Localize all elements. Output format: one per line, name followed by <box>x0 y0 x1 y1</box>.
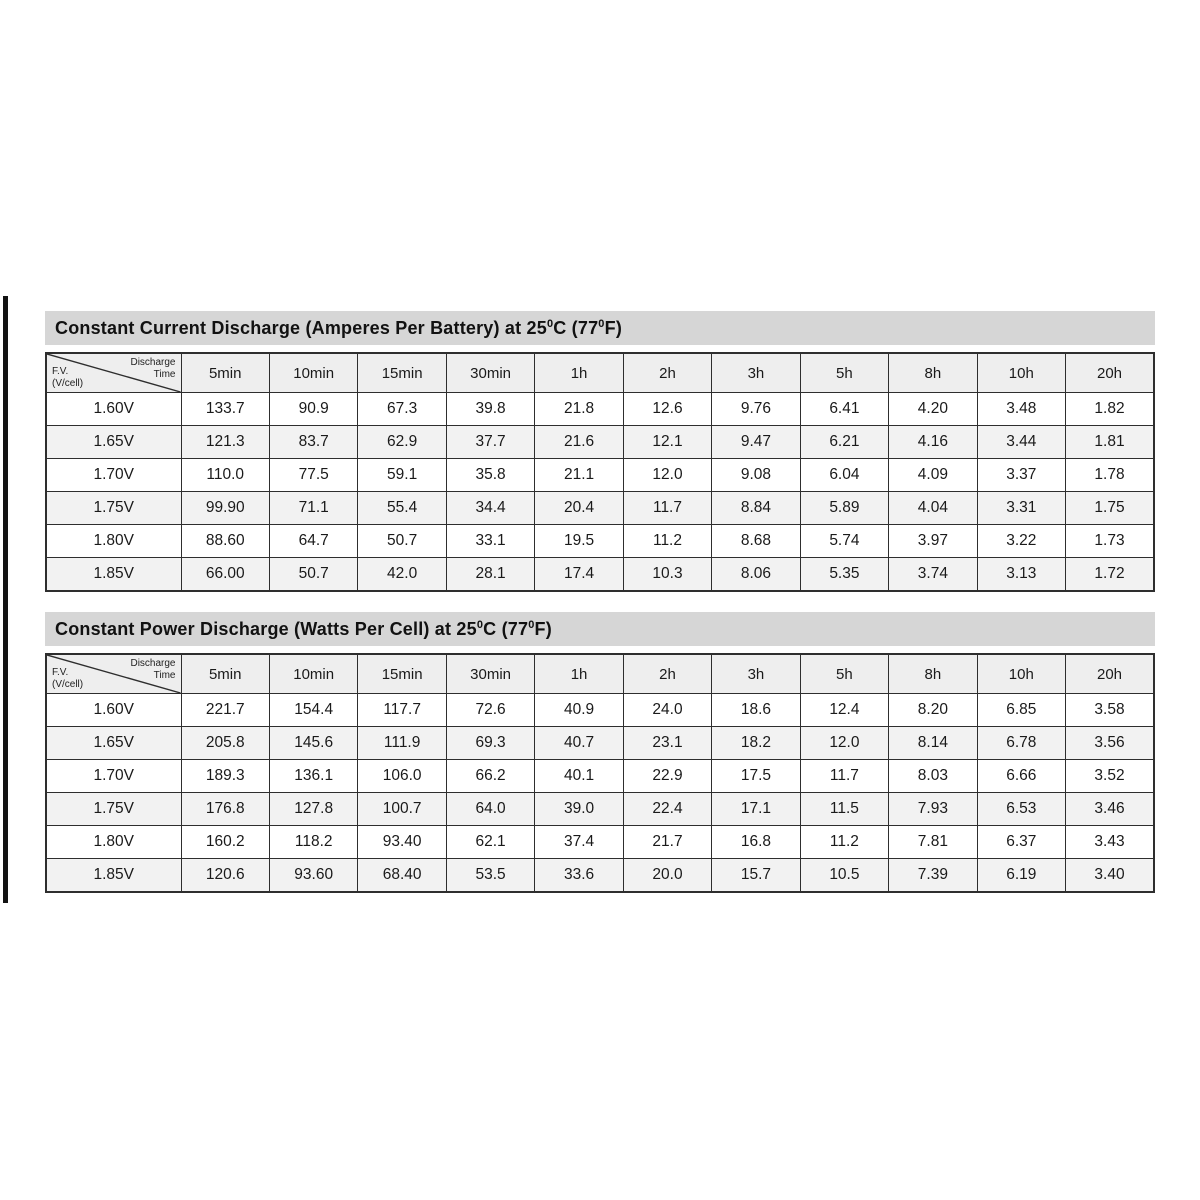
table-section <box>45 612 1155 893</box>
col-header: 1h <box>535 654 623 694</box>
value-cell: 1.72 <box>1066 558 1154 592</box>
col-header: 5h <box>800 654 888 694</box>
row-header: 1.60V <box>46 393 181 426</box>
value-cell: 53.5 <box>446 859 534 893</box>
row-header: 1.75V <box>46 793 181 826</box>
value-cell: 6.37 <box>977 826 1065 859</box>
value-cell: 35.8 <box>446 459 534 492</box>
table-row <box>46 558 1154 592</box>
value-cell: 3.58 <box>1066 694 1154 727</box>
section-title <box>55 318 622 339</box>
value-cell: 21.1 <box>535 459 623 492</box>
table-row <box>46 459 1154 492</box>
value-cell: 8.14 <box>889 727 977 760</box>
value-cell: 33.6 <box>535 859 623 893</box>
value-cell: 100.7 <box>358 793 446 826</box>
value-cell: 69.3 <box>446 727 534 760</box>
title-text: Constant Current Discharge (Amperes Per Battery) at 25 <box>55 317 547 338</box>
value-cell: 21.7 <box>623 826 711 859</box>
value-cell: 6.19 <box>977 859 1065 893</box>
value-cell: 9.76 <box>712 393 800 426</box>
value-cell: 39.8 <box>446 393 534 426</box>
value-cell: 39.0 <box>535 793 623 826</box>
value-cell: 6.41 <box>800 393 888 426</box>
row-header: 1.80V <box>46 826 181 859</box>
value-cell: 1.81 <box>1066 426 1154 459</box>
col-header: 10h <box>977 654 1065 694</box>
value-cell: 59.1 <box>358 459 446 492</box>
col-header: 1h <box>535 353 623 393</box>
value-cell: 110.0 <box>181 459 269 492</box>
value-cell: 10.5 <box>800 859 888 893</box>
title-superscript: 0 <box>598 317 605 330</box>
value-cell: 6.04 <box>800 459 888 492</box>
col-header: 8h <box>889 654 977 694</box>
value-cell: 121.3 <box>181 426 269 459</box>
table-row <box>46 393 1154 426</box>
value-cell: 118.2 <box>269 826 357 859</box>
value-cell: 3.52 <box>1066 760 1154 793</box>
table-section <box>45 311 1155 592</box>
title-text: C (77 <box>553 317 599 338</box>
section-title-bar <box>45 311 1155 345</box>
value-cell: 64.7 <box>269 525 357 558</box>
corner-label-fv <box>52 366 83 389</box>
header-row <box>46 353 1154 393</box>
value-cell: 136.1 <box>269 760 357 793</box>
value-cell: 68.40 <box>358 859 446 893</box>
value-cell: 22.9 <box>623 760 711 793</box>
title-superscript: 0 <box>546 317 554 330</box>
value-cell: 15.7 <box>712 859 800 893</box>
row-header: 1.65V <box>46 426 181 459</box>
value-cell: 18.2 <box>712 727 800 760</box>
value-cell: 106.0 <box>358 760 446 793</box>
col-header: 8h <box>889 353 977 393</box>
value-cell: 3.37 <box>977 459 1065 492</box>
value-cell: 20.4 <box>535 492 623 525</box>
value-cell: 12.4 <box>800 694 888 727</box>
table-row <box>46 525 1154 558</box>
value-cell: 3.31 <box>977 492 1065 525</box>
value-cell: 22.4 <box>623 793 711 826</box>
value-cell: 10.3 <box>623 558 711 592</box>
value-cell: 8.06 <box>712 558 800 592</box>
col-header: 20h <box>1066 353 1154 393</box>
constant-current-discharge-table <box>45 352 1155 592</box>
value-cell: 11.7 <box>623 492 711 525</box>
value-cell: 3.97 <box>889 525 977 558</box>
value-cell: 133.7 <box>181 393 269 426</box>
value-cell: 71.1 <box>269 492 357 525</box>
header-row <box>46 654 1154 694</box>
row-header: 1.70V <box>46 459 181 492</box>
value-cell: 6.85 <box>977 694 1065 727</box>
col-header: 2h <box>623 654 711 694</box>
col-header: 10min <box>269 654 357 694</box>
value-cell: 50.7 <box>269 558 357 592</box>
table-row <box>46 492 1154 525</box>
value-cell: 90.9 <box>269 393 357 426</box>
value-cell: 3.22 <box>977 525 1065 558</box>
value-cell: 17.4 <box>535 558 623 592</box>
value-cell: 6.53 <box>977 793 1065 826</box>
value-cell: 28.1 <box>446 558 534 592</box>
title-text: C (77 <box>483 618 529 639</box>
value-cell: 21.6 <box>535 426 623 459</box>
value-cell: 42.0 <box>358 558 446 592</box>
table-row <box>46 859 1154 893</box>
table-row <box>46 426 1154 459</box>
value-cell: 117.7 <box>358 694 446 727</box>
value-cell: 72.6 <box>446 694 534 727</box>
value-cell: 11.2 <box>623 525 711 558</box>
value-cell: 8.84 <box>712 492 800 525</box>
col-header: 20h <box>1066 654 1154 694</box>
col-header: 15min <box>358 353 446 393</box>
table-row <box>46 694 1154 727</box>
value-cell: 3.46 <box>1066 793 1154 826</box>
col-header: 2h <box>623 353 711 393</box>
value-cell: 55.4 <box>358 492 446 525</box>
value-cell: 99.90 <box>181 492 269 525</box>
value-cell: 40.9 <box>535 694 623 727</box>
value-cell: 6.21 <box>800 426 888 459</box>
value-cell: 19.5 <box>535 525 623 558</box>
value-cell: 21.8 <box>535 393 623 426</box>
value-cell: 37.4 <box>535 826 623 859</box>
value-cell: 3.43 <box>1066 826 1154 859</box>
col-header: 5h <box>800 353 888 393</box>
value-cell: 66.2 <box>446 760 534 793</box>
value-cell: 7.93 <box>889 793 977 826</box>
table-row <box>46 727 1154 760</box>
corner-cell <box>46 353 181 393</box>
corner-cell <box>46 654 181 694</box>
value-cell: 3.48 <box>977 393 1065 426</box>
value-cell: 120.6 <box>181 859 269 893</box>
row-header: 1.85V <box>46 859 181 893</box>
corner-label-line: Time <box>153 368 176 380</box>
value-cell: 111.9 <box>358 727 446 760</box>
value-cell: 221.7 <box>181 694 269 727</box>
row-header: 1.70V <box>46 760 181 793</box>
col-header: 10min <box>269 353 357 393</box>
section-title-bar <box>45 612 1155 646</box>
value-cell: 5.74 <box>800 525 888 558</box>
value-cell: 6.66 <box>977 760 1065 793</box>
value-cell: 1.75 <box>1066 492 1154 525</box>
value-cell: 3.40 <box>1066 859 1154 893</box>
corner-label-line: (V/cell) <box>52 377 84 389</box>
value-cell: 1.73 <box>1066 525 1154 558</box>
col-header: 30min <box>446 654 534 694</box>
col-header: 3h <box>712 353 800 393</box>
title-superscript: 0 <box>528 618 535 631</box>
value-cell: 12.6 <box>623 393 711 426</box>
value-cell: 3.56 <box>1066 727 1154 760</box>
value-cell: 12.0 <box>800 727 888 760</box>
value-cell: 1.78 <box>1066 459 1154 492</box>
corner-label-line: F.V. <box>52 366 69 377</box>
value-cell: 11.7 <box>800 760 888 793</box>
corner-label-line: F.V. <box>52 667 69 678</box>
value-cell: 16.8 <box>712 826 800 859</box>
row-header: 1.85V <box>46 558 181 592</box>
value-cell: 205.8 <box>181 727 269 760</box>
value-cell: 160.2 <box>181 826 269 859</box>
value-cell: 9.47 <box>712 426 800 459</box>
value-cell: 11.2 <box>800 826 888 859</box>
value-cell: 145.6 <box>269 727 357 760</box>
value-cell: 50.7 <box>358 525 446 558</box>
title-superscript: 0 <box>476 618 484 631</box>
value-cell: 7.81 <box>889 826 977 859</box>
content-area <box>45 311 1155 913</box>
value-cell: 7.39 <box>889 859 977 893</box>
value-cell: 9.08 <box>712 459 800 492</box>
col-header: 3h <box>712 654 800 694</box>
value-cell: 33.1 <box>446 525 534 558</box>
value-cell: 64.0 <box>446 793 534 826</box>
col-header: 15min <box>358 654 446 694</box>
value-cell: 40.1 <box>535 760 623 793</box>
corner-label-discharge-time <box>130 658 175 681</box>
value-cell: 154.4 <box>269 694 357 727</box>
value-cell: 20.0 <box>623 859 711 893</box>
value-cell: 37.7 <box>446 426 534 459</box>
col-header: 30min <box>446 353 534 393</box>
left-edge-bar <box>3 296 8 903</box>
col-header: 10h <box>977 353 1065 393</box>
row-header: 1.80V <box>46 525 181 558</box>
value-cell: 5.35 <box>800 558 888 592</box>
value-cell: 8.68 <box>712 525 800 558</box>
value-cell: 127.8 <box>269 793 357 826</box>
value-cell: 23.1 <box>623 727 711 760</box>
value-cell: 3.44 <box>977 426 1065 459</box>
value-cell: 4.16 <box>889 426 977 459</box>
value-cell: 6.78 <box>977 727 1065 760</box>
value-cell: 5.89 <box>800 492 888 525</box>
corner-label-line: Discharge <box>130 658 176 669</box>
value-cell: 62.9 <box>358 426 446 459</box>
value-cell: 93.60 <box>269 859 357 893</box>
value-cell: 4.09 <box>889 459 977 492</box>
row-header: 1.75V <box>46 492 181 525</box>
value-cell: 93.40 <box>358 826 446 859</box>
title-text: F) <box>534 618 552 639</box>
value-cell: 4.20 <box>889 393 977 426</box>
value-cell: 3.13 <box>977 558 1065 592</box>
value-cell: 4.04 <box>889 492 977 525</box>
value-cell: 8.03 <box>889 760 977 793</box>
col-header: 5min <box>181 353 269 393</box>
value-cell: 176.8 <box>181 793 269 826</box>
constant-power-discharge-table <box>45 653 1155 893</box>
row-header: 1.65V <box>46 727 181 760</box>
corner-label-fv <box>52 667 83 690</box>
value-cell: 189.3 <box>181 760 269 793</box>
value-cell: 11.5 <box>800 793 888 826</box>
col-header: 5min <box>181 654 269 694</box>
corner-label-line: Time <box>153 669 176 681</box>
value-cell: 66.00 <box>181 558 269 592</box>
value-cell: 12.1 <box>623 426 711 459</box>
value-cell: 67.3 <box>358 393 446 426</box>
value-cell: 83.7 <box>269 426 357 459</box>
value-cell: 62.1 <box>446 826 534 859</box>
title-text: F) <box>604 317 623 338</box>
table-row <box>46 826 1154 859</box>
corner-label-line: Discharge <box>130 357 176 368</box>
row-header: 1.60V <box>46 694 181 727</box>
title-text: Constant Power Discharge (Watts Per Cell) at 25 <box>55 618 477 639</box>
value-cell: 40.7 <box>535 727 623 760</box>
value-cell: 17.1 <box>712 793 800 826</box>
table-row <box>46 793 1154 826</box>
table-row <box>46 760 1154 793</box>
section-title <box>55 619 552 640</box>
value-cell: 77.5 <box>269 459 357 492</box>
value-cell: 12.0 <box>623 459 711 492</box>
value-cell: 3.74 <box>889 558 977 592</box>
corner-label-line: (V/cell) <box>52 678 84 690</box>
value-cell: 8.20 <box>889 694 977 727</box>
value-cell: 17.5 <box>712 760 800 793</box>
value-cell: 1.82 <box>1066 393 1154 426</box>
value-cell: 18.6 <box>712 694 800 727</box>
value-cell: 88.60 <box>181 525 269 558</box>
corner-label-discharge-time <box>130 357 175 380</box>
value-cell: 24.0 <box>623 694 711 727</box>
value-cell: 34.4 <box>446 492 534 525</box>
